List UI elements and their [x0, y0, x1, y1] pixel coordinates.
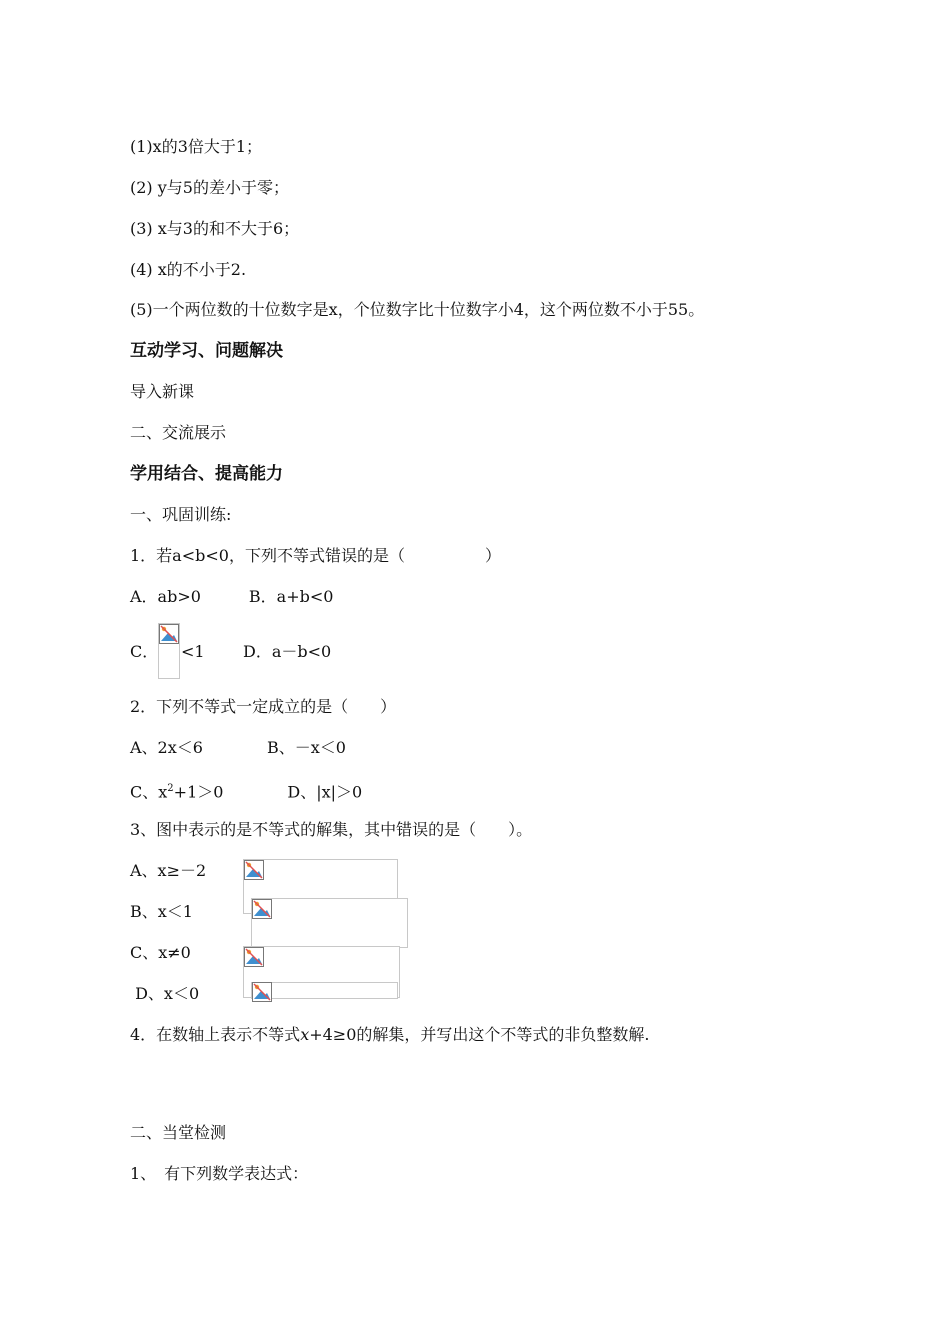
question-4: 4．在数轴上表示不等式x+4≥0的解集，并写出这个不等式的非负整数解. [130, 1025, 650, 1044]
heading-apply: 学用结合、提高能力 [130, 464, 283, 484]
section-exchange: 二、交流展示 [130, 423, 227, 442]
line-1: (1)x的3倍大于1； [130, 137, 263, 156]
broken-image-icon [244, 860, 264, 880]
question-3-option-c: C、x≠0 [130, 943, 191, 962]
line-5: (5)一个两位数的十位数字是x，个位数字比十位数字小4，这个两位数不小于55。 [130, 300, 705, 319]
broken-image-icon [252, 982, 272, 1002]
section-intro: 导入新课 [130, 382, 195, 401]
question-1-option-c-label: C． [130, 642, 159, 661]
question-3-option-b: B、x＜1 [130, 902, 193, 921]
question-1-options-ab: A．ab>0 B．a+b<0 [130, 587, 334, 606]
question-1-option-d: D．a－b<0 [243, 642, 332, 661]
line-3: (3) x与3的和不大于6； [130, 219, 300, 238]
broken-image-icon [244, 947, 264, 967]
question-1: 1．若a<b<0，下列不等式错误的是（ ） [130, 546, 501, 565]
question-2: 2．下列不等式一定成立的是（ ） [130, 697, 397, 716]
section-check: 二、当堂检测 [130, 1123, 227, 1142]
question-3-option-a: A、x≥－2 [130, 861, 207, 880]
section-practice: 一、巩固训练: [130, 505, 232, 524]
question-1-option-c-suffix: <1 [181, 642, 205, 661]
question-3: 3、图中表示的是不等式的解集，其中错误的是（ ）。 [130, 820, 533, 839]
question-2-options-ab: A、2x＜6 B、－x＜0 [130, 738, 346, 757]
line-4: (4) x的不小于2. [130, 260, 247, 279]
question-3-option-d: D、x＜0 [130, 984, 200, 1003]
heading-interactive: 互动学习、问题解决 [130, 341, 283, 361]
check-question-1: 1、 有下列数学表达式： [130, 1164, 309, 1183]
broken-image-icon [252, 899, 272, 919]
question-2-options-cd: C、$x^2+1>0$ D、|x|＞0 [130, 782, 363, 802]
broken-image-icon [159, 624, 179, 644]
line-2: (2) y与5的差小于零； [130, 178, 289, 197]
number-line-image-b [251, 898, 408, 948]
number-line-image-d [251, 982, 398, 999]
